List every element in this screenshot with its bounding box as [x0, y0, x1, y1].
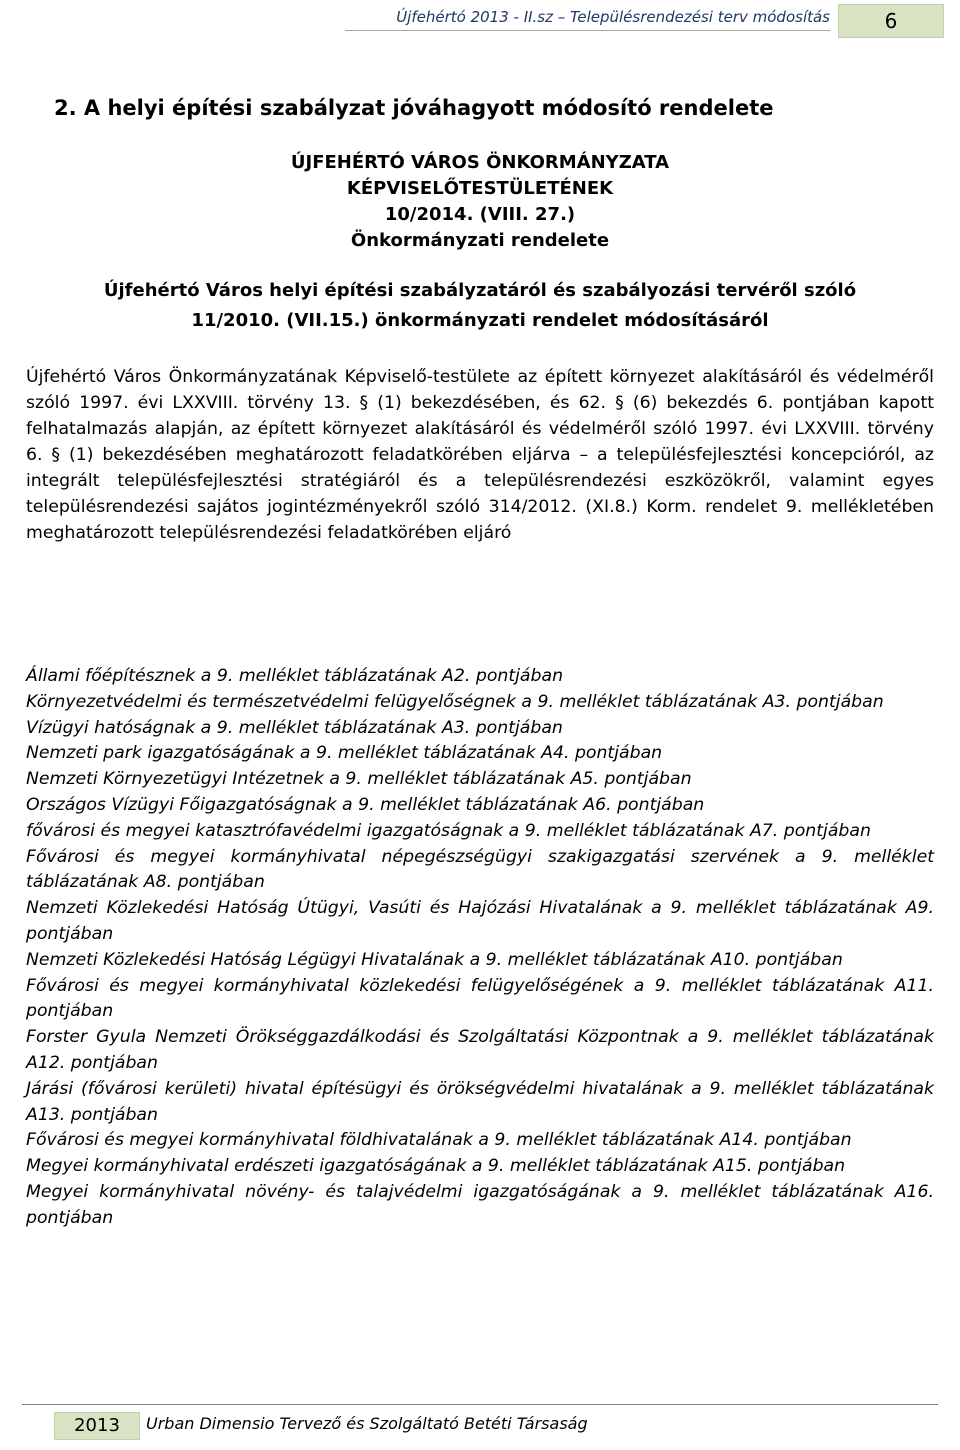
- list-item: Fővárosi és megyei kormányhivatal földhivatalának a 9. melléklet táblázatának A14. pontjában: [26, 1130, 852, 1151]
- footer-divider: [22, 1404, 938, 1405]
- list-item: Fővárosi és megyei kormányhivatal közlekedési felügyelőségének a 9. melléklet táblázatának A11. pontjában: [26, 975, 934, 1022]
- list-item: Nemzeti Közlekedési Hatóság Légügyi Hivatalának a 9. melléklet táblázatának A10. pontjában: [26, 949, 843, 970]
- preamble-paragraph: Újfehértó Város Önkormányzatának Képviselő-testülete az épített környezet alakításáról és védelméről szóló 1997. évi LXXVIII. törvény 13. § (1) bekezdésében, és 62. § (6) bekezdés 6. pontjában kapott felhatalmazás alapján, az épített környezet alakításáról és védelméről szóló 1997. évi LXXVIII. törvény 6. § (1) bekezdésében meghatározott feladatkörében eljárva – a településfejlesztési koncepcióról, az integrált településfejlesztési stratégiáról és a településrendezési eszközökről, valamint egyes településrendezési sajátos jogintézményekről szóló 314/2012. (XI.8.) Korm. rendelet 9. mellékletében meghatározott településrendezési feladatkörében eljáró: [26, 367, 934, 543]
- list-item: Országos Vízügyi Főigazgatóságnak a 9. melléklet táblázatának A6. pontjában: [26, 794, 705, 815]
- section-heading: 2. A helyi építési szabályzat jóváhagyott módosító rendelete: [54, 96, 774, 120]
- list-item: Nemzeti Közlekedési Hatóság Útügyi, Vasúti és Hajózási Hivatalának a 9. melléklet táblázatának A9. pontjában: [26, 898, 934, 944]
- list-item: fővárosi és megyei katasztrófavédelmi igazgatóságnak a 9. melléklet táblázatának A7. pontjában: [26, 820, 871, 841]
- list-item: Megyei kormányhivatal erdészeti igazgatóságának a 9. melléklet táblázatának A15. pontjában: [26, 1156, 846, 1177]
- list-item: Nemzeti park igazgatóságának a 9. melléklet táblázatának A4. pontjában: [26, 743, 663, 764]
- footer-company: Urban Dimensio Tervező és Szolgáltató Betéti Társaság: [146, 1414, 588, 1433]
- list-item: Megyei kormányhivatal növény- és talajvédelmi igazgatóságának a 9. melléklet táblázatának A16. pontjában: [26, 1181, 934, 1228]
- decree-body: KÉPVISELŐTESTÜLETÉNEK: [346, 178, 614, 199]
- footer-year-badge: 2013: [54, 1412, 140, 1440]
- running-title: Újfehértó 2013 - II.sz – Településrendezési terv módosítás: [396, 8, 830, 26]
- decree-number: 10/2014. (VIII. 27.): [384, 204, 576, 225]
- header-divider: [345, 30, 830, 31]
- list-item: Forster Gyula Nemzeti Örökséggazdálkodási és Szolgáltatási Központnak a 9. melléklet táblázatának A12. pontjában: [26, 1027, 934, 1073]
- decree-type: Önkormányzati rendelete: [350, 230, 610, 251]
- page-header: [0, 0, 960, 40]
- list-item: Nemzeti Környezetügyi Intézetnek a 9. melléklet táblázatának A5. pontjában: [26, 769, 692, 790]
- authority-list: [26, 664, 934, 1232]
- list-item: Állami főépítésznek a 9. melléklet táblázatának A2. pontjában: [26, 666, 564, 686]
- decree-issuer: ÚJFEHÉRTÓ VÁROS ÖNKORMÁNYZATA: [290, 152, 670, 173]
- list-item: Járási (fővárosi kerületi) hivatal építésügyi és örökségvédelmi hivatalának a 9. melléklet táblázatának A13. pontjában: [26, 1078, 934, 1125]
- decree-subject-line1: Újfehértó Város helyi építési szabályzatáról és szabályozási tervéről szóló: [103, 280, 857, 301]
- decree-subject-line2: 11/2010. (VII.15.) önkormányzati rendelet módosításáról: [191, 310, 769, 331]
- page-number-badge: 6: [838, 4, 944, 38]
- list-item: Fővárosi és megyei kormányhivatal népegészségügyi szakigazgatási szervének a 9. melléklet táblázatának A8. pontjában: [26, 846, 934, 893]
- list-item: Vízügyi hatóságnak a 9. melléklet táblázatának A3. pontjában: [26, 717, 563, 738]
- list-item: Környezetvédelmi és természetvédelmi felügyelőségnek a 9. melléklet táblázatának A3. pontjában: [26, 691, 884, 712]
